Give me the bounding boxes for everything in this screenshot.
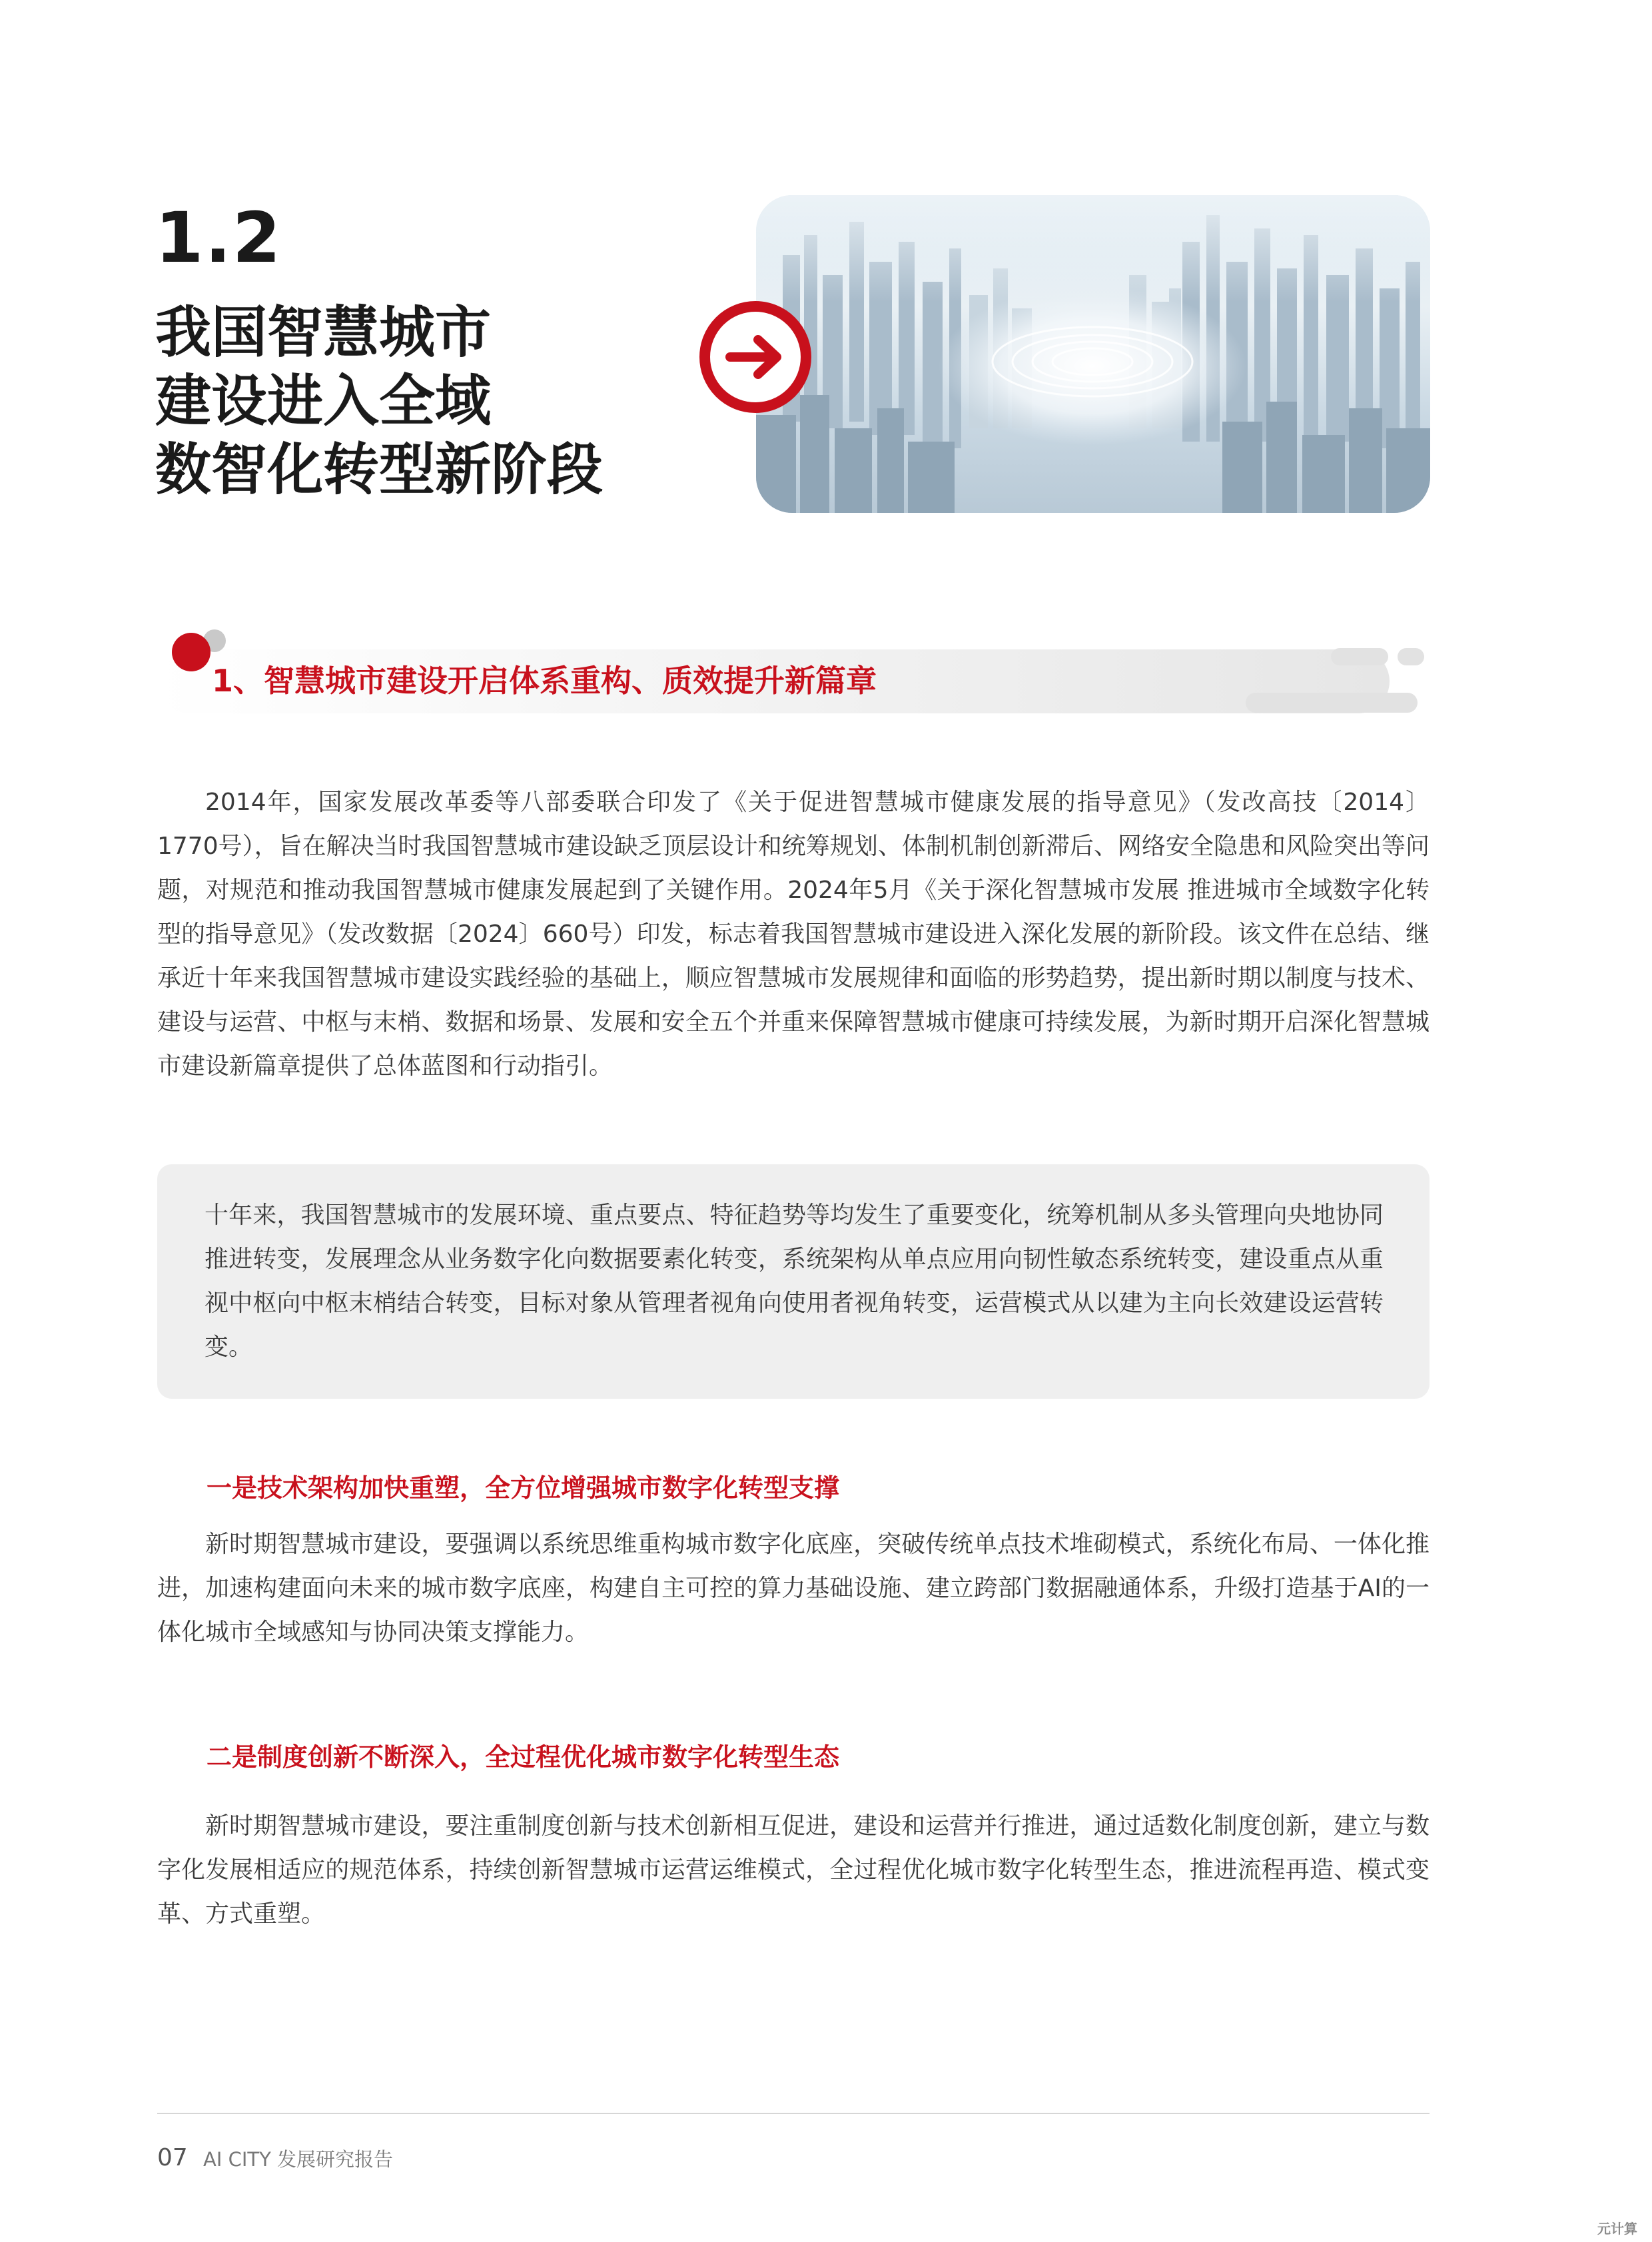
banner-dot-red — [172, 633, 210, 671]
section-title-line: 我国智慧城市 — [155, 300, 492, 365]
section-title-line: 数智化转型新阶段 — [155, 437, 604, 502]
callout-text: 十年来，我国智慧城市的发展环境、重点要点、特征趋势等均发生了重要变化，统筹机制从多头管理向央地协同推进转变，发展理念从业务数字化向数据要素化转变，系统架构从单点应用向韧性敏态系统转变，建设重点从重视中枢向中枢末梢结合转变，目标对象从管理者视角向使用者视角转变，运营模式从以建为主向长效建设运营转变。 — [205, 1202, 1384, 1361]
point-body-2: 新时期智慧城市建设，要注重制度创新与技术创新相互促进，建设和运营并行推进，通过适数化制度创新，建立与数字化发展相适应的规范体系，持续创新智慧城市运营运维模式，全过程优化城市数字化转型生态，推进流程再造、模式变革、方式重塑。 — [157, 1812, 1430, 1928]
arrow-right-glyph — [710, 312, 801, 402]
arrow-right-icon — [699, 301, 811, 413]
subsection-title: 1、智慧城市建设开启体系重构、质效提升新篇章 — [212, 663, 877, 699]
watermark: 元计算 — [1597, 2221, 1637, 2237]
page-number: 07 — [157, 2144, 188, 2171]
city-skyline-illustration — [756, 195, 1430, 513]
intro-paragraph: 2014年，国家发展改革委等八部委联合印发了《关于促进智慧城市健康发展的指导意见》（发改高技〔2014〕1770号），旨在解决当时我国智慧城市建设缺乏顶层设计和统筹规划、体制机制创新滞后、网络安全隐患和风险突出等问题，对规范和推动我国智慧城市健康发展起到了关键作用。2024年5月《关于深化智慧城市发展 推进城市全域数字化转型的指导意见》（发改数据〔2024〕660号）印发，标志着我国智慧城市建设进入深化发展的新阶段。该文件在总结、继承近十年来我国智慧城市建设实践经验的基础上，顺应智慧城市发展规律和面临的形势趋势，提出新时期以制度与技术、建设与运营、中枢与末梢、数据和场景、发展和安全五个并重来保障智慧城市健康可持续发展，为新时期开启深化智慧城市建设新篇章提供了总体蓝图和行动指引。 — [157, 789, 1430, 1080]
section-number: 1.2 — [155, 197, 282, 278]
report-title: AI CITY 发展研究报告 — [203, 2148, 394, 2171]
hero-city-image — [756, 195, 1430, 513]
footer-divider — [157, 2113, 1430, 2114]
point-heading-1: 一是技术架构加快重塑，全方位增强城市数字化转型支撑 — [206, 1473, 840, 1503]
point-heading-2: 二是制度创新不断深入，全过程优化城市数字化转型生态 — [206, 1742, 840, 1772]
section-title-line: 建设进入全域 — [155, 368, 492, 434]
banner-decor-pill — [1398, 648, 1424, 665]
point-body-1: 新时期智慧城市建设，要强调以系统思维重构城市数字化底座，突破传统单点技术堆砌模式，系统化布局、一体化推进，加速构建面向未来的城市数字底座，构建自主可控的算力基础设施、建立跨部门数据融通体系，升级打造基于AI的一体化城市全域感知与协同决策支撑能力。 — [157, 1531, 1430, 1646]
banner-decor-pill — [1331, 648, 1388, 665]
section-title — [155, 298, 755, 504]
banner-decor-pill — [1246, 693, 1418, 713]
